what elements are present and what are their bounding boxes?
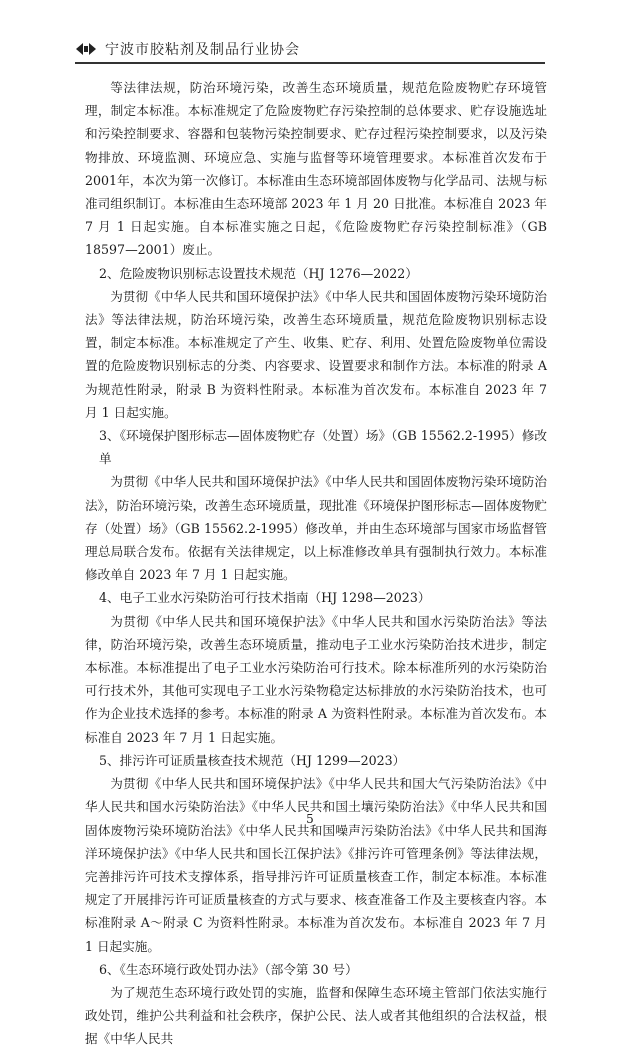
section-heading: 5、排污许可证质量核查技术规范（HJ 1299—2023） xyxy=(99,752,406,768)
page-number: 5 xyxy=(306,812,314,826)
body-paragraph: 为贯彻《中华人民共和国环境保护法》《中华人民共和国固体废物污染环境防治法》等法律法规，防治环境污染，改善生态环境质量，规范危险废物识别标志设置，制定本标准。本标准规定了产生、收集、贮存、利用、处置危险废物单位需设置的危险废物识别标志的分类、内容要求、设置要求和制作方法。本标准的附录 A 为规范性附录，附录 B 为资料性附录。本标准为首次发布。本标准自 2023 年 7 月 1 日起实施。 xyxy=(85,288,547,420)
body-paragraph: 为了规范生态环境行政处罚的实施，监督和保障生态环境主管部门依法实施行政处罚，维护公共利益和社会秩序，保护公民、法人或者其他组织的合法权益，根据《中华人民共 xyxy=(85,984,547,1047)
body-paragraph: 等法律法规，防治环境污染，改善生态环境质量，规范危险废物贮存环境管理，制定本标准。本标准规定了危险废物贮存污染控制的总体要求、贮存设施选址和污染控制要求、容器和包装物污染控制要求、贮存过程污染控制要求，以及污染物排放、环境监测、环境应急、实施与监督等环境管理要求。本标准首次发布于2001年，本次为第一次修订。本标准由生态环境部固体废物与化学品司、法规与标准司组织制订。本标准由生态环境部 2023 年 1 月 20 日批准。本标准自 2023 年 7 月 1 日起实施。自本标准实施之日起，《危险废物贮存污染控制标准》（GB 18597—2001）废止。 xyxy=(85,80,547,258)
organization-name: 宁波市胶粘剂及制品行业协会 xyxy=(105,42,300,58)
document-body xyxy=(85,76,547,1051)
page-header xyxy=(75,38,545,60)
association-logo-icon xyxy=(75,41,97,57)
body-paragraph: 为贯彻《中华人民共和国环境保护法》《中华人民共和国水污染防治法》等法律，防治环境污染，改善生态环境质量，推动电子工业水污染防治技术进步，制定本标准。本标准提出了电子工业水污染防治可行技术。除本标准所列的水污染防治可行技术外，其他可实现电子工业水污染物稳定达标排放的水污染防治技术，也可作为企业技术选择的参考。本标准的附录 A 为资料性附录。本标准为首次发布。本标准自 2023 年 7 月 1 日起实施。 xyxy=(85,613,547,745)
section-heading: 4、电子工业水污染防治可行技术指南（HJ 1298—2023） xyxy=(99,590,431,606)
body-paragraph: 为贯彻《中华人民共和国环境保护法》《中华人民共和国大气污染防治法》《中华人民共和国水污染防治法》《中华人民共和国土壤污染防治法》《中华人民共和国固体废物污染环境防治法》《中华人民共和国噪声污染防治法》《中华人民共和国海洋环境保护法》《中华人民共和国长江保护法》《排污许可管理条例》等法律法规，完善排污许可技术支撑体系，指导排污许可证质量核查工作，制定本标准。本标准规定了开展排污许可证质量核查的方式与要求、核查准备工作及主要核查内容。本标准附录 A～附录 C 为资料性附录。本标准为首次发布。本标准自 2023 年 7 月 1 日起实施。 xyxy=(85,776,547,954)
section-heading: 6、《生态环境行政处罚办法》（部令第 30 号） xyxy=(99,961,358,977)
section-heading: 3、《环境保护图形标志—固体废物贮存（处置）场》（GB 15562.2-1995）修改单 xyxy=(99,428,547,467)
section-heading: 2、危险废物识别标志设置技术规范（HJ 1276—2022） xyxy=(99,265,418,281)
body-paragraph: 为贯彻《中华人民共和国环境保护法》《中华人民共和国固体废物污染环境防治法》，防治环境污染，改善生态环境质量，现批准《环境保护图形标志—固体废物贮存（处置）场》（GB 15562.2-1995）修改单，并由生态环境部与国家市场监督管理总局联合发布。依据有关法律规定，以上标准修改单具有强制执行效力。本标准修改单自 2023 年 7 月 1 日起实施。 xyxy=(85,474,547,583)
header-divider xyxy=(75,62,545,64)
